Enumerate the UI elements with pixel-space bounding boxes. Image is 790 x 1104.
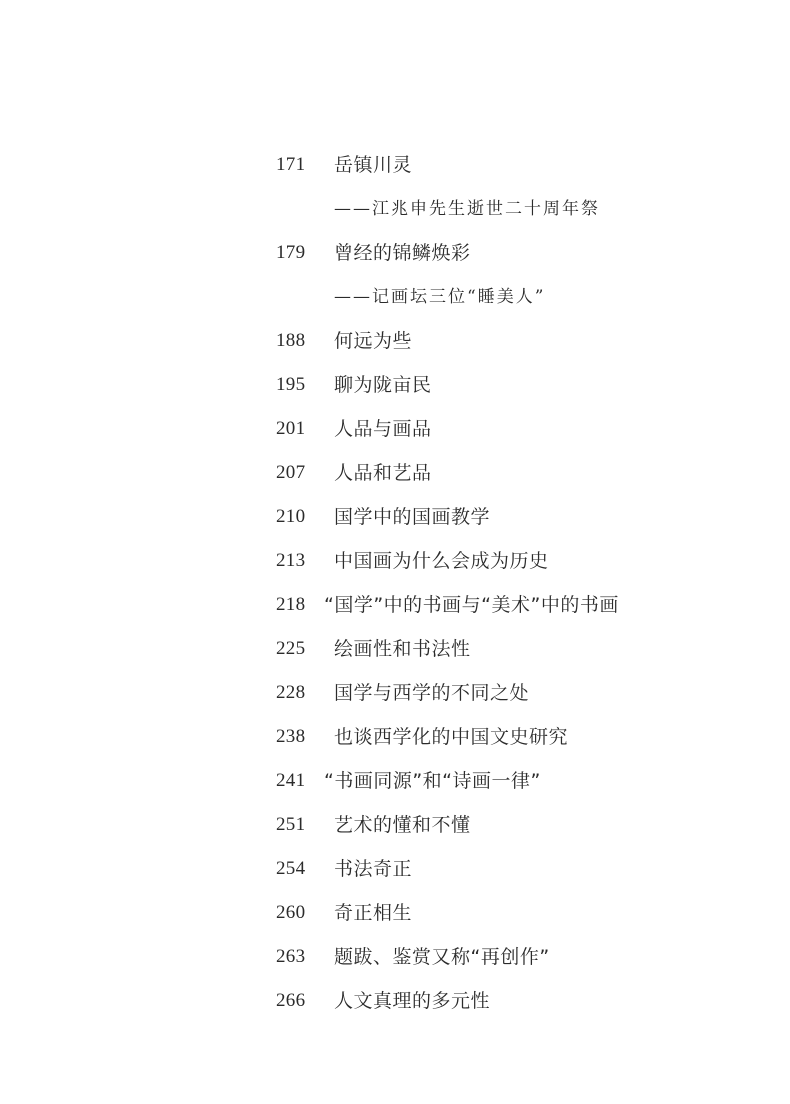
entry-title: “书画同源”和“诗画一律”: [324, 770, 541, 792]
page-number: 171: [276, 154, 306, 175]
entry-title: 也谈西学化的中国文史研究: [334, 726, 569, 748]
entry-title: 聊为陇亩民: [334, 374, 432, 396]
page-number: 241: [276, 770, 306, 791]
toc-entry[interactable]: [0, 986, 790, 1016]
entry-subtitle: ——江兆申先生逝世二十周年祭: [334, 199, 600, 219]
toc-entry[interactable]: [0, 326, 790, 356]
entry-subtitle: ——记画坛三位“睡美人”: [334, 287, 546, 307]
toc-entry[interactable]: [0, 942, 790, 972]
toc-entry-subtitle-row: [0, 194, 790, 224]
entry-title: 艺术的懂和不懂: [334, 814, 471, 836]
page-number: 201: [276, 418, 306, 439]
toc-entry[interactable]: [0, 370, 790, 400]
page-number: 179: [276, 242, 306, 263]
toc-entry[interactable]: [0, 502, 790, 532]
page-number: 263: [276, 946, 306, 967]
toc-entry[interactable]: [0, 678, 790, 708]
page-number: 260: [276, 902, 306, 923]
toc-entry[interactable]: [0, 810, 790, 840]
entry-title: 人品与画品: [334, 418, 432, 440]
page-number: 225: [276, 638, 306, 659]
entry-title: 绘画性和书法性: [334, 638, 471, 660]
entry-title: 书法奇正: [334, 858, 413, 880]
toc-entry[interactable]: [0, 634, 790, 664]
toc-entry[interactable]: [0, 854, 790, 884]
toc-entry[interactable]: [0, 546, 790, 576]
entry-title: 奇正相生: [334, 902, 413, 924]
page-number: 210: [276, 506, 306, 527]
entry-title: 国学中的国画教学: [334, 506, 491, 528]
page-number: 266: [276, 990, 306, 1011]
page-number: 251: [276, 814, 306, 835]
toc-entry[interactable]: [0, 898, 790, 928]
page-number: 195: [276, 374, 306, 395]
entry-title: 曾经的锦鳞焕彩: [334, 242, 471, 264]
entry-title: 题跋、鉴赏又称“再创作”: [334, 946, 550, 968]
toc-entry[interactable]: [0, 238, 790, 268]
entry-title: 人文真理的多元性: [334, 990, 491, 1012]
toc-entry[interactable]: [0, 766, 790, 796]
entry-title: 何远为些: [334, 330, 413, 352]
page-number: 207: [276, 462, 306, 483]
page-number: 218: [276, 594, 306, 615]
entry-title: 中国画为什么会成为历史: [334, 550, 549, 572]
toc-entry[interactable]: [0, 590, 790, 620]
entry-title: 人品和艺品: [334, 462, 432, 484]
page-number: 188: [276, 330, 306, 351]
entry-title: 岳镇川灵: [334, 154, 413, 176]
toc-entry[interactable]: [0, 150, 790, 180]
toc-entry[interactable]: [0, 458, 790, 488]
page-number: 228: [276, 682, 306, 703]
page-number: 213: [276, 550, 306, 571]
toc-entry-subtitle-row: [0, 282, 790, 312]
entry-title: “国学”中的书画与“美术”中的书画: [324, 594, 619, 616]
page-number: 238: [276, 726, 306, 747]
toc-entry[interactable]: [0, 414, 790, 444]
toc-entry[interactable]: [0, 722, 790, 752]
entry-title: 国学与西学的不同之处: [334, 682, 530, 704]
page-number: 254: [276, 858, 306, 879]
